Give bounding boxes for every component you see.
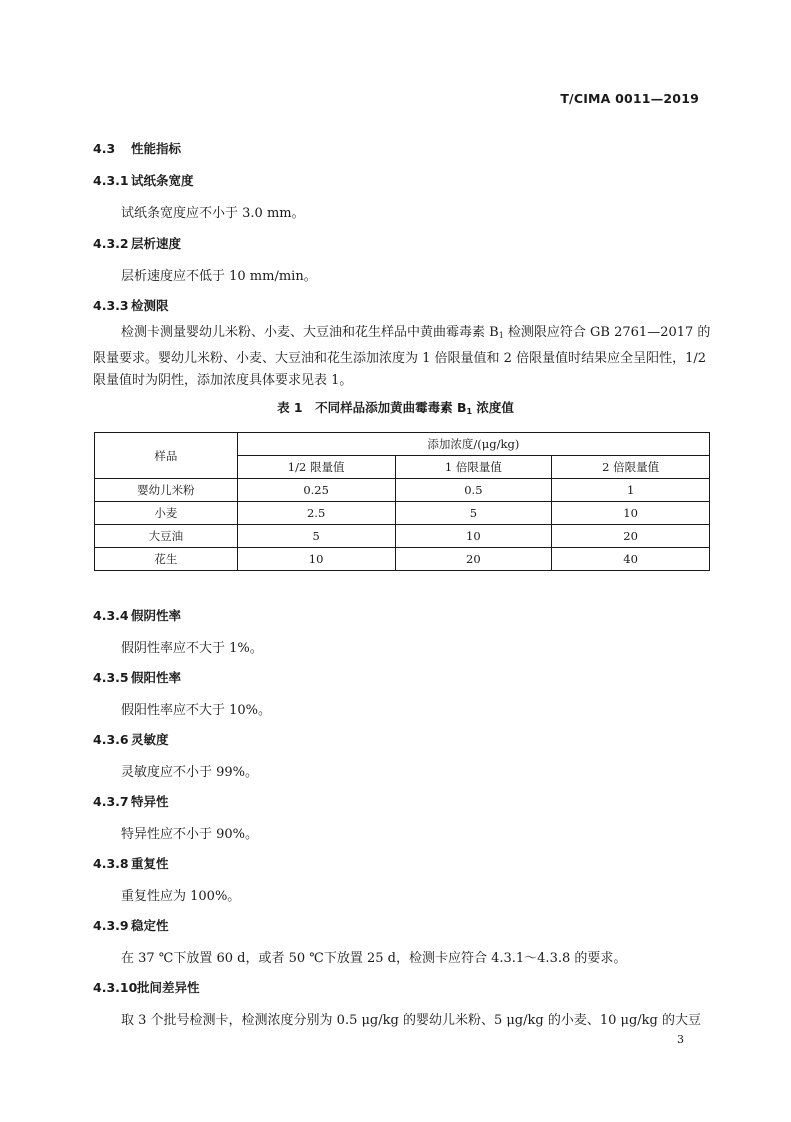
column-header: 1/2 限量值 xyxy=(237,456,395,479)
value-cell: 20 xyxy=(552,525,710,548)
subscript: 1 xyxy=(498,331,504,340)
heading-title: 重复性 xyxy=(131,856,169,871)
value-cell: 10 xyxy=(395,525,552,548)
table-title-subscript: 1 xyxy=(466,407,473,416)
heading-title: 批间差异性 xyxy=(137,980,200,995)
heading-number: 4.3.9 xyxy=(93,918,129,933)
heading-number: 4.3.2 xyxy=(93,236,129,251)
column-header: 1 倍限量值 xyxy=(395,456,552,479)
heading-number: 4.3 xyxy=(93,141,116,156)
heading-number: 4.3.3 xyxy=(93,298,129,313)
value-cell: 10 xyxy=(237,548,395,571)
heading-4-3-4 xyxy=(93,606,181,624)
paragraph-4-3-3 xyxy=(93,322,711,393)
text-4-3-2: 层析速度应不低于 10 mm/min。 xyxy=(121,269,317,284)
heading-number: 4.3.8 xyxy=(93,856,129,871)
heading-4-3-6 xyxy=(93,730,169,748)
table-row xyxy=(95,479,710,502)
heading-number: 4.3.5 xyxy=(93,670,129,685)
heading-title: 假阴性率 xyxy=(131,608,182,623)
header-sample: 样品 xyxy=(95,433,238,479)
value-cell: 10 xyxy=(552,502,710,525)
text-4-3-1: 试纸条宽度应不小于 3.0 mm。 xyxy=(121,206,305,221)
heading-title: 特异性 xyxy=(131,794,169,809)
paragraph-text-a: 检测卡测量婴幼儿米粉、小麦、大豆油和花生样品中黄曲霉毒素 B xyxy=(121,325,499,340)
header-concentration: 添加浓度/(μg/kg) xyxy=(237,433,709,456)
paragraph-text-b: 检测限应符合 GB 2761—2017 的限量要求。婴幼儿米粉、小麦、大豆油和花生添加浓度为 1 倍限量值和 2 倍限量值时结果应全呈阳性，1/2 限量值时为阴性，添加浓度具体要求见表 1。 xyxy=(93,325,711,388)
sample-cell: 大豆油 xyxy=(95,525,238,548)
heading-4-3-10 xyxy=(93,978,200,996)
heading-title: 稳定性 xyxy=(131,918,169,933)
table-title-b: 浓度值 xyxy=(472,400,514,415)
table-row xyxy=(95,502,710,525)
value-cell: 0.5 xyxy=(395,479,552,502)
heading-number: 4.3.10 xyxy=(93,980,138,995)
value-cell: 20 xyxy=(395,548,552,571)
text-4-3-8: 重复性应为 100%。 xyxy=(121,889,241,904)
value-cell: 1 xyxy=(552,479,710,502)
heading-4-3-1 xyxy=(93,171,194,189)
value-cell: 5 xyxy=(395,502,552,525)
table-title-a: 表 1 不同样品添加黄曲霉毒素 B xyxy=(277,400,467,415)
heading-title: 检测限 xyxy=(131,298,169,313)
heading-number: 4.3.6 xyxy=(93,732,129,747)
table-row xyxy=(95,548,710,571)
heading-number: 4.3.1 xyxy=(93,173,129,188)
heading-title: 灵敏度 xyxy=(131,732,169,747)
heading-4-3-3 xyxy=(93,296,169,314)
heading-title: 层析速度 xyxy=(131,236,182,251)
sample-cell: 婴幼儿米粉 xyxy=(95,479,238,502)
heading-title: 试纸条宽度 xyxy=(131,173,194,188)
heading-4-3-7 xyxy=(93,792,169,810)
text-4-3-4: 假阴性率应不大于 1%。 xyxy=(121,641,263,656)
heading-title: 假阳性率 xyxy=(131,670,182,685)
heading-4-3-9 xyxy=(93,916,169,934)
value-cell: 2.5 xyxy=(237,502,395,525)
text-4-3-9: 在 37 ℃下放置 60 d，或者 50 ℃下放置 25 d，检测卡应符合 4.3.1～4.3.8 的要求。 xyxy=(121,951,627,966)
text-4-3-10: 取 3 个批号检测卡，检测浓度分别为 0.5 μg/kg 的婴幼儿米粉、5 μg/kg 的小麦、10 μg/kg 的大豆 xyxy=(121,1013,701,1028)
value-cell: 40 xyxy=(552,548,710,571)
heading-4-3-2 xyxy=(93,234,181,252)
value-cell: 5 xyxy=(237,525,395,548)
heading-title: 性能指标 xyxy=(131,141,182,156)
value-cell: 0.25 xyxy=(237,479,395,502)
text-4-3-5: 假阳性率应不大于 10%。 xyxy=(121,703,272,718)
sample-cell: 花生 xyxy=(95,548,238,571)
standard-id: T/CIMA 0011—2019 xyxy=(560,91,699,106)
heading-number: 4.3.4 xyxy=(93,608,129,623)
heading-number: 4.3.7 xyxy=(93,794,129,809)
heading-4-3-8 xyxy=(93,854,169,872)
table-row xyxy=(95,525,710,548)
table-title xyxy=(0,398,791,416)
text-4-3-6: 灵敏度应不小于 99%。 xyxy=(121,765,259,780)
concentration-table xyxy=(94,432,710,571)
heading-4-3 xyxy=(93,139,181,157)
sample-cell: 小麦 xyxy=(95,502,238,525)
column-header: 2 倍限量值 xyxy=(552,456,710,479)
heading-4-3-5 xyxy=(93,668,181,686)
page-number: 3 xyxy=(677,1033,684,1046)
text-4-3-7: 特异性应不小于 90%。 xyxy=(121,827,259,842)
